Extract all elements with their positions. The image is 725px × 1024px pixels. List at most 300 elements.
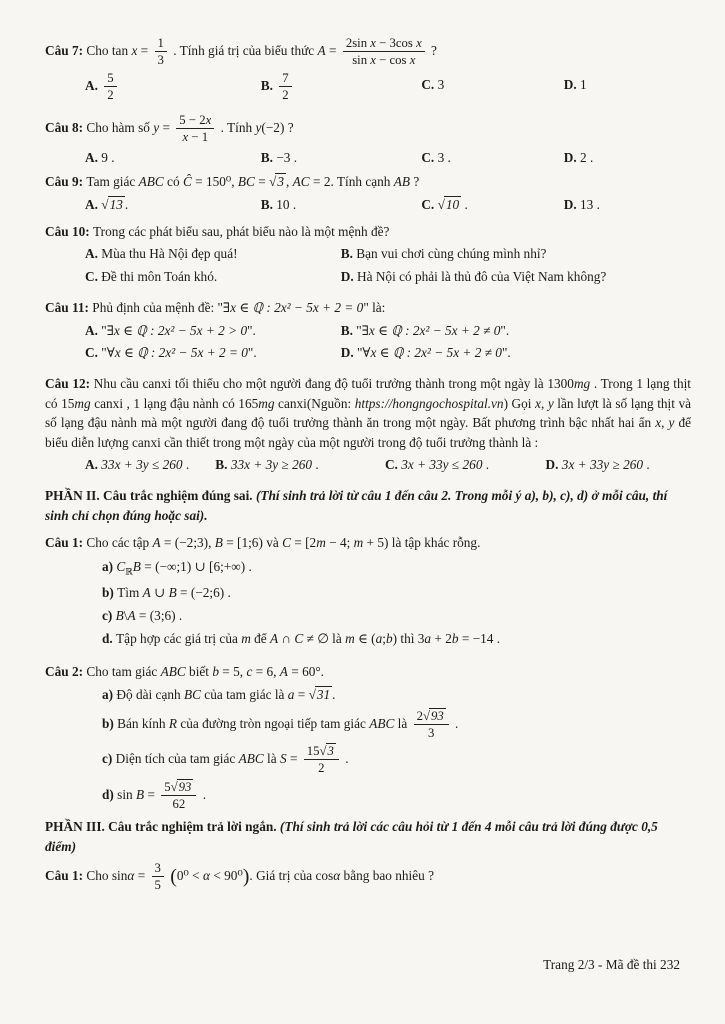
text-run: 1 xyxy=(579,77,587,93)
text-run: 2sin xyxy=(345,36,371,50)
option-c xyxy=(421,148,563,167)
fraction xyxy=(414,709,449,741)
text-run: . xyxy=(199,786,207,802)
text-run: = (−2;3), xyxy=(160,535,215,551)
question-p2-2 xyxy=(45,662,691,812)
math-run: C xyxy=(294,631,304,647)
math-run: y xyxy=(153,120,160,136)
option-c xyxy=(85,343,341,362)
options-row xyxy=(45,71,691,103)
option-label: D. xyxy=(563,77,580,93)
option-b xyxy=(261,195,422,214)
option-b xyxy=(341,244,691,263)
math-run: y xyxy=(547,395,554,411)
text-run: 13 . xyxy=(579,196,600,212)
fraction-numerator xyxy=(152,861,164,877)
text-run: lần lượt là số lạng thịt và số lạng đậu nành mà một người đang độ tuổi trưởng thành ăn trong một ngày. Bất phương trình bậc nhất hai ẩn xyxy=(45,395,692,431)
question-7 xyxy=(45,36,691,102)
math-run: A xyxy=(142,584,151,600)
math-run: ∀x ∈ ℚ : 2x² − 5x + 2 = 0 xyxy=(106,345,248,361)
text-run: − 4; xyxy=(325,535,354,551)
question-stem xyxy=(45,861,691,893)
question-11 xyxy=(45,298,691,362)
option-label: A. xyxy=(85,322,102,338)
math-run: ∀x ∈ ℚ : 2x² − 5x + 2 ≠ 0 xyxy=(362,345,502,361)
sub-item-d xyxy=(45,629,691,648)
option-a xyxy=(85,455,215,474)
radical xyxy=(101,196,125,212)
text-run: = xyxy=(134,868,149,884)
text-run: 0⁰ < xyxy=(176,868,204,884)
option-c xyxy=(421,195,563,214)
option-label: B. xyxy=(215,457,231,473)
text-run: 2 xyxy=(282,87,289,102)
question-label: Câu 8: xyxy=(45,120,87,136)
text-run: 2 xyxy=(318,761,325,776)
option-label: C. xyxy=(421,149,438,165)
options-row xyxy=(45,244,691,263)
text-run: 2 . xyxy=(579,149,594,165)
math-run: a xyxy=(287,687,295,703)
sub-item-label: d. xyxy=(102,631,117,647)
text-run: Tìm xyxy=(117,584,143,600)
math-run: AB xyxy=(393,174,410,190)
text-run: = 150⁰, xyxy=(191,174,238,190)
math-run: c xyxy=(246,663,253,679)
text-run: 5 − 2 xyxy=(179,113,206,128)
question-9 xyxy=(45,172,691,214)
question-label: Câu 11: xyxy=(45,300,93,316)
option-d xyxy=(546,455,691,474)
text-run: ∩ xyxy=(278,631,295,647)
sub-item-c xyxy=(45,606,691,625)
sub-item-b xyxy=(45,583,691,602)
question-p3-1 xyxy=(45,861,691,893)
text-run: ? xyxy=(427,42,437,58)
subscript: ℝ xyxy=(125,566,133,577)
options-row xyxy=(45,148,691,167)
math-run: A xyxy=(270,631,279,647)
text-run: canxi(Nguồn: xyxy=(274,395,355,411)
option-c xyxy=(421,75,563,94)
text-run: Bạn vui chơi cùng chúng mình nhỉ? xyxy=(356,246,547,262)
question-12 xyxy=(45,374,691,474)
math-run: C xyxy=(282,535,291,551)
option-label: A. xyxy=(85,149,102,165)
math-run: m xyxy=(241,631,251,647)
text-run: 3 xyxy=(157,53,164,68)
text-run: . xyxy=(124,196,129,212)
text-run: \ xyxy=(123,607,128,623)
math-run: y xyxy=(255,120,262,136)
math-run: x xyxy=(535,395,541,411)
question-label: Câu 9: xyxy=(45,174,87,190)
text-run: 3 xyxy=(154,861,161,876)
text-run: . xyxy=(332,687,336,703)
text-run: 10 . xyxy=(276,196,297,212)
text-run: Bán kính xyxy=(117,715,169,731)
text-run: Hà Nội có phải là thủ đô của Việt Nam không? xyxy=(356,268,607,284)
text-run: , xyxy=(540,395,548,411)
math-run: b xyxy=(385,631,393,647)
text-run: " xyxy=(356,345,363,361)
text-run: 2 xyxy=(416,708,423,723)
text-run: , xyxy=(661,415,669,431)
text-run: ; xyxy=(382,631,386,647)
italic-note-run: (Thí sinh trả lời các câu hỏi từ 1 đến 4 mỗi câu trả lời đúng được 0,5 điểm) xyxy=(45,819,658,854)
text-run: = (3;6) . xyxy=(135,607,183,623)
option-label: B. xyxy=(260,77,277,93)
option-label: D. xyxy=(563,196,580,212)
text-run: ) thì 3 xyxy=(392,631,425,647)
text-run: − 1 xyxy=(188,130,209,145)
option-d xyxy=(564,195,691,214)
option-d xyxy=(564,148,691,167)
text-run: Độ dài cạnh xyxy=(116,687,184,703)
question-stem xyxy=(45,298,691,317)
section-part2 xyxy=(45,486,691,525)
text-run: của tam giác là xyxy=(200,687,288,703)
text-run: ? xyxy=(410,174,420,190)
question-label: Câu 1: xyxy=(45,868,87,884)
fraction-denominator xyxy=(304,760,339,775)
math-run: AC xyxy=(292,174,310,190)
math-run: ∃x ∈ ℚ : 2x² − 5x + 2 = 0 xyxy=(222,300,364,316)
fraction-numerator xyxy=(343,36,425,52)
text-run: " là: xyxy=(363,300,386,316)
text-run: 15 xyxy=(306,744,320,759)
math-run: y xyxy=(668,415,675,431)
sub-item-a xyxy=(45,557,691,579)
question-8 xyxy=(45,113,691,167)
math-run: mg xyxy=(74,395,91,411)
text-run: 5 xyxy=(107,70,114,85)
radical-sign-icon: √ xyxy=(101,196,108,212)
text-run: ∈ ( xyxy=(354,631,376,647)
text-run: ". xyxy=(247,345,257,361)
text-run: + 2 xyxy=(431,631,452,647)
fraction xyxy=(104,71,116,103)
radicand: 3 xyxy=(327,744,334,759)
text-run: ≠ ∅ là xyxy=(303,631,346,647)
text-run: Cho hàm số xyxy=(86,120,154,136)
radical-sign-icon: √ xyxy=(422,708,429,723)
math-run: x xyxy=(131,42,138,58)
text-run: Trong các phát biểu sau, phát biểu nào là một mệnh đề? xyxy=(93,224,390,239)
text-run: . Tính giá trị của biểu thức xyxy=(169,42,318,58)
text-run: = xyxy=(144,786,159,802)
paren: ( xyxy=(170,865,177,888)
text-run: 5 xyxy=(154,878,161,893)
text-run: = 5, xyxy=(218,663,247,679)
text-run: là xyxy=(394,715,411,731)
option-label: B. xyxy=(340,246,357,262)
option-label: C. xyxy=(85,345,102,361)
text-run: . xyxy=(182,457,190,473)
math-run: 3x + 33y ≥ 260 xyxy=(561,457,644,473)
option-b xyxy=(215,455,385,474)
text-run: . xyxy=(312,457,319,473)
question-label: Câu 7: xyxy=(45,42,87,58)
option-a xyxy=(85,244,341,263)
radicand: 93 xyxy=(430,708,444,723)
fraction-numerator xyxy=(414,709,449,725)
math-run: B xyxy=(214,535,223,551)
text-run: ". xyxy=(501,345,511,361)
math-run: b xyxy=(451,631,459,647)
text-run: = xyxy=(254,174,270,190)
text-run: 2 xyxy=(107,87,114,102)
math-run: m xyxy=(345,631,355,647)
question-stem xyxy=(45,222,691,241)
text-run: Cho tam giác xyxy=(86,663,161,679)
sub-item-b xyxy=(45,709,691,741)
text-run: 9 . xyxy=(101,149,115,165)
fraction-denominator xyxy=(104,87,116,102)
fraction-denominator xyxy=(176,129,214,144)
fraction-denominator xyxy=(152,877,164,892)
sub-item-label: b) xyxy=(102,715,118,731)
math-run: ∃x ∈ ℚ : 2x² − 5x + 2 > 0 xyxy=(106,322,248,338)
math-run: α xyxy=(333,868,341,884)
text-run: ". xyxy=(247,322,256,338)
math-run: B xyxy=(136,786,145,802)
option-label: C. xyxy=(421,196,438,212)
math-run: Ĉ xyxy=(182,174,192,190)
text-run: Diện tích của tam giác xyxy=(115,751,239,767)
text-run: = [2 xyxy=(290,535,317,551)
fraction-denominator xyxy=(279,87,291,102)
text-run: = (−2;6) . xyxy=(176,584,231,600)
sub-item-d xyxy=(45,780,691,812)
fraction xyxy=(304,744,339,776)
sub-item-label: d) xyxy=(102,786,118,802)
text-run: sin xyxy=(352,53,371,68)
option-a xyxy=(85,148,261,167)
radicand: 93 xyxy=(178,779,192,794)
text-run: 7 xyxy=(282,70,289,85)
text-run: Mùa thu Hà Nội đẹp quá! xyxy=(101,246,238,262)
text-run: . xyxy=(482,457,490,473)
math-run: a xyxy=(375,631,383,647)
math-run: A xyxy=(127,607,136,623)
options-row xyxy=(45,343,691,362)
text-run: − cos xyxy=(375,53,410,68)
text-run: " xyxy=(356,322,362,338)
paren: ) xyxy=(242,865,250,888)
text-run: biết xyxy=(185,663,213,679)
text-run: có xyxy=(163,174,183,190)
sub-item-label: b) xyxy=(102,584,118,600)
math-run: 3x + 33y ≤ 260 xyxy=(401,457,483,473)
page-footer: Trang 2/3 - Mã đề thi 232 xyxy=(543,956,680,972)
bold-text-run: PHẦN III. Câu trắc nghiệm trả lời ngắn. xyxy=(45,819,280,835)
fraction-denominator xyxy=(343,52,425,67)
math-run: ∃x ∈ ℚ : 2x² − 5x + 2 ≠ 0 xyxy=(361,322,501,338)
text-run: Tập hợp các giá trị của xyxy=(116,631,242,647)
radical xyxy=(308,686,336,703)
math-run: mg xyxy=(258,395,275,411)
radical-sign-icon: √ xyxy=(308,687,315,703)
question-stem xyxy=(45,36,691,68)
math-run: ABC xyxy=(369,715,395,731)
sub-item-label: a) xyxy=(102,687,117,703)
option-label: D. xyxy=(340,345,357,361)
question-stem xyxy=(45,172,691,191)
option-label: A. xyxy=(85,196,102,212)
options-row xyxy=(45,267,691,286)
option-d xyxy=(564,75,691,94)
text-run: 1 xyxy=(157,36,164,50)
text-run: = 60°. xyxy=(287,663,325,679)
radical xyxy=(320,743,336,758)
text-run: để biểu diễn lượng canxi cần thiết trong một ngày của một người trong độ tuổi trưởng thành là : xyxy=(45,415,691,450)
math-run: x xyxy=(182,130,189,145)
option-label: C. xyxy=(85,268,102,284)
text-run: là xyxy=(263,751,280,767)
option-a xyxy=(85,195,261,214)
radical-sign-icon: √ xyxy=(437,196,444,212)
text-run: Nhu cầu canxi tối thiểu cho một người đang độ tuổi trưởng thành trong một ngày là 1300 xyxy=(93,376,574,392)
option-label: A. xyxy=(85,246,102,262)
math-run: A xyxy=(152,535,161,551)
text-run: " xyxy=(101,345,107,361)
math-run: m xyxy=(353,535,364,551)
text-run: (−2) ? xyxy=(261,120,294,136)
fraction xyxy=(161,780,196,812)
fraction-numerator xyxy=(304,744,339,760)
text-run: 5 xyxy=(164,779,171,794)
fraction xyxy=(279,71,291,103)
question-stem xyxy=(45,374,691,452)
text-run: = xyxy=(325,42,340,58)
radicand: 3 xyxy=(277,174,285,190)
radical-sign-icon: √ xyxy=(319,744,326,759)
option-d xyxy=(341,267,691,286)
radical-sign-icon: √ xyxy=(170,779,177,794)
option-b xyxy=(341,321,691,340)
option-label: D. xyxy=(563,149,580,165)
text-run: " xyxy=(101,322,107,338)
text-run: sin xyxy=(117,786,136,802)
text-run: , xyxy=(286,174,293,190)
text-run: Tam giác xyxy=(86,174,139,190)
sub-item-label: a) xyxy=(102,558,117,574)
text-run: ) Gọi xyxy=(503,395,536,411)
fraction-numerator xyxy=(279,71,291,87)
text-run: Cho tan xyxy=(86,42,132,58)
sub-item-a xyxy=(45,685,691,704)
question-stem xyxy=(45,662,691,681)
italic-note-run: (Thí sinh trả lời từ câu 1 đến câu 2. Trong mỗi ý a), b), c), d) ở mỗi câu, thí sinh chỉ chọn đúng hoặc sai). xyxy=(45,488,668,523)
text-run: Phủ định của mệnh đề: " xyxy=(92,300,223,316)
option-c xyxy=(85,267,341,286)
question-stem xyxy=(45,113,691,145)
math-run: α xyxy=(203,868,210,884)
radical xyxy=(423,708,446,723)
text-run: . Tính xyxy=(217,120,256,136)
math-run: x xyxy=(205,113,212,128)
math-run: B xyxy=(168,584,177,600)
text-run: 3 xyxy=(437,77,445,93)
fraction-denominator xyxy=(161,796,196,811)
radicand: 13 xyxy=(109,196,123,212)
text-run: + 5) là tập khác rỗng. xyxy=(363,535,481,551)
text-run: = xyxy=(294,687,309,703)
question-stem xyxy=(45,533,691,552)
radicand: 31 xyxy=(316,687,331,703)
math-run: x xyxy=(655,415,662,431)
text-run: = 2. Tính cạnh xyxy=(309,174,394,190)
math-run: x xyxy=(370,36,376,50)
math-run: ABC xyxy=(238,751,264,767)
text-run: = xyxy=(159,120,174,136)
option-label: A. xyxy=(85,77,102,93)
option-d xyxy=(341,343,691,362)
sub-item-label: c) xyxy=(102,751,116,767)
options-row xyxy=(45,195,691,214)
option-c xyxy=(385,455,546,474)
question-label: Câu 2: xyxy=(45,663,87,679)
math-run: https://hongngochospital.vn xyxy=(354,395,504,411)
radical xyxy=(269,173,286,189)
fraction-numerator xyxy=(155,36,167,52)
text-run: của đường tròn ngoại tiếp tam giác xyxy=(177,715,370,731)
math-run: α xyxy=(127,868,135,884)
text-run: ∪ xyxy=(150,584,169,600)
math-run: a xyxy=(424,631,432,647)
math-run: A xyxy=(317,42,326,58)
math-run: x xyxy=(416,36,422,50)
sub-item-c xyxy=(45,744,691,776)
bold-text-run: PHẦN II. Câu trắc nghiệm đúng sai. xyxy=(45,488,256,504)
math-run: x xyxy=(409,53,416,68)
text-run: để xyxy=(250,631,271,647)
fraction-numerator xyxy=(161,780,196,796)
radical xyxy=(438,196,462,212)
text-run: . Giá trị của cos xyxy=(249,868,334,884)
question-label: Câu 1: xyxy=(45,535,87,551)
option-label: C. xyxy=(384,457,402,473)
text-run: . xyxy=(461,196,468,212)
option-label: A. xyxy=(85,457,102,473)
text-run: . Trong 1 lạng thịt có 15 xyxy=(45,376,691,411)
fraction xyxy=(343,36,425,68)
math-run: m xyxy=(316,535,326,551)
sub-item-label: c) xyxy=(102,607,116,623)
text-run: ". xyxy=(500,322,510,338)
text-run: = −14 . xyxy=(458,631,501,647)
question-label: Câu 10: xyxy=(45,224,94,239)
math-run: b xyxy=(212,663,219,679)
math-run: mg xyxy=(573,376,591,392)
math-run: 33x + 3y ≤ 260 xyxy=(101,457,183,473)
fraction-numerator xyxy=(104,71,116,87)
option-a xyxy=(85,321,341,340)
text-run: . xyxy=(451,715,459,731)
text-run: = 6, xyxy=(252,663,280,679)
math-run: C xyxy=(116,558,126,574)
math-run: BC xyxy=(183,687,201,703)
text-run: − 3cos xyxy=(375,36,417,50)
math-run: BC xyxy=(237,174,255,190)
fraction-numerator xyxy=(176,113,214,129)
question-label: Câu 12: xyxy=(45,376,94,392)
text-run: bằng bao nhiêu ? xyxy=(340,868,435,884)
option-label: B. xyxy=(340,322,357,338)
fraction xyxy=(155,36,167,68)
option-a xyxy=(85,71,261,103)
